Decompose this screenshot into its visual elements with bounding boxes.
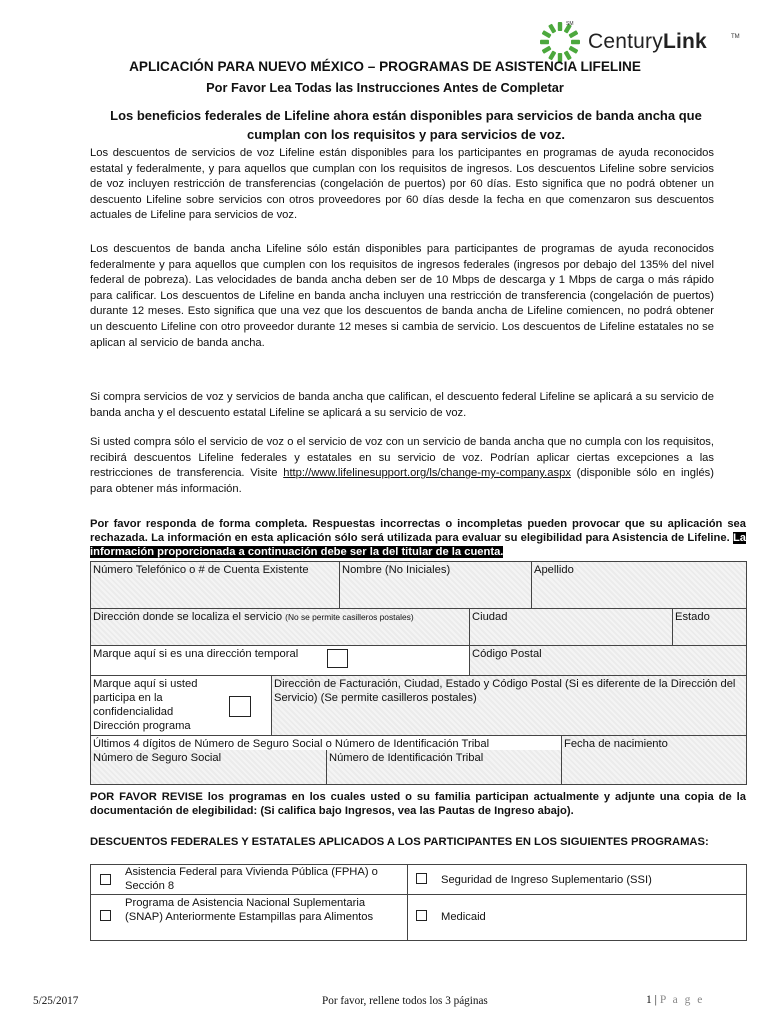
brand-name: CenturyLink	[588, 30, 707, 53]
lifeline-support-link[interactable]: http://www.lifelinesupport.org/ls/change-my-company.aspx	[283, 467, 571, 480]
confidential-address-checkbox[interactable]	[229, 696, 251, 717]
program-medicaid-checkbox[interactable]	[416, 910, 427, 921]
voice-discount-paragraph: Los descuentos de servicios de voz Lifeline están disponibles para los participantes en programas de ayuda reconocidos estatal y federalmente, y para aquellos que cumplan con los requisitos de ingresos. Los descuentos Lifeline sobre servicios de voz incluyen restricción de transferencias (congelación de puertos) por 60 días. Esto significa que no podrá obtener un descuento Lifeline sobre servicios con otros proveedores por 60 días desde la fecha en que comenzaron sus descuentos actuales de Lifeline para servicios de voz.	[90, 147, 714, 222]
state-field[interactable]: Estado	[672, 608, 747, 646]
program-ssi-label: Seguridad de Ingreso Suplementario (SSI)	[441, 874, 652, 886]
first-name-field[interactable]: Nombre (No Iniciales)	[339, 561, 532, 609]
ssn-header: Últimos 4 dígitos de Número de Seguro Social o Número de Identificación Tribal	[90, 735, 562, 751]
voice-only-text: Si usted compra sólo el servicio de voz o el servicio de voz con un servicio de banda ancha que no cumpla con los requisitos, recibirá descuentos Lifeline federales y estatales en su servicio de voz. Podrían aplicar ciertas excepciones a las restricciones de transferencia. Visite	[90, 436, 714, 480]
combined-services-paragraph: Si compra servicios de voz y servicios de banda ancha que califican, el descuento federal Lifeline se aplicará a su servicio de banda ancha y el descuento estatal Lifeline se aplicará a su servicio de voz.	[90, 391, 714, 419]
temp-address-checkbox[interactable]	[327, 649, 348, 668]
program-fpha-checkbox[interactable]	[100, 874, 111, 885]
phone-field[interactable]: Número Telefónico o # de Cuenta Existente	[90, 561, 340, 609]
response-note: Por favor responda de forma completa. Respuestas incorrectas o incompletas pueden provocar que su aplicación sea rechazada. La información en esta aplicación sólo será utilizada para evaluar su elegibilidad para Asistencia de Lifeline. La información proporcionada a continuación debe ser la del titular de la cuenta.	[90, 518, 746, 558]
zip-field[interactable]: Código Postal	[469, 645, 747, 676]
birthdate-field[interactable]: Fecha de nacimiento	[561, 735, 747, 785]
billing-address-field[interactable]: Dirección de Facturación, Ciudad, Estado y Código Postal (Si es diferente de la Dirección del Servicio) (Se permite casilleros postales)	[271, 675, 747, 736]
programs-heading: DESCUENTOS FEDERALES Y ESTATALES APLICADOS A LOS PARTICIPANTES EN LOS SIGUIENTES PROGRAMAS:	[90, 836, 709, 848]
program-snap-label: Programa de Asistencia Nacional Suplementaria (SNAP) Anteriormente Estampillas para Alimentos	[125, 897, 374, 923]
page-number: 1 | P a g e	[646, 994, 705, 1006]
broadband-discount-paragraph: Los descuentos de banda ancha Lifeline sólo están disponibles para participantes de programas de ayuda reconocidos federalmente y para aquellos que cumplen con los requisitos de ingresos federales (ingresos por debajo del 135% del nivel federal de pobreza). Las velocidades de banda ancha deben ser de 10 Mbps de descarga y 1 Mbps de carga o más rápido para calificar. Los descuentos de Lifeline en banda ancha incluyen una restricción de transferencia (congelación de puertos) durante 12 meses. Esto significa que una vez que los descuentos de banda ancha de Lifeline comiencen, no podrá obtener un descuento Lifeline con otro proveedor durante 12 meses si cambia de servicio. Los descuentos de Lifeline estatales no se aplican al servicio de banda ancha.	[90, 243, 714, 349]
benefits-heading: Los beneficios federales de Lifeline ahora están disponibles para servicios de banda ancha que cumplan con los requisitos y para servicios de voz.	[110, 108, 702, 142]
confidential-address-row: Marque aquí si usted participa en la confidencialidad Dirección programa	[90, 675, 272, 736]
page-subtitle: Por Favor Lea Todas las Instrucciones Antes de Completar	[206, 80, 564, 95]
last-name-field[interactable]: Apellido	[531, 561, 747, 609]
city-field[interactable]: Ciudad	[469, 608, 673, 646]
program-snap-checkbox[interactable]	[100, 910, 111, 921]
program-fpha-label: Asistencia Federal para Vivienda Pública (FPHA) o Sección 8	[125, 866, 378, 892]
review-programs-note: POR FAVOR REVISE los programas en los cuales usted o su familia participan actualmente y adjunte una copia de la documentación de elegibilidad: (Si califica bajo Ingresos, vea las Pautas de Ingreso abajo).	[90, 791, 746, 817]
voice-only-paragraph	[90, 435, 714, 497]
ssn-field[interactable]: Número de Seguro Social	[90, 750, 327, 785]
page-title: APLICACIÓN PARA NUEVO MÉXICO – PROGRAMAS DE ASISTENCIA LIFELINE	[129, 59, 641, 74]
service-address-field[interactable]: Dirección donde se localiza el servicio (No se permite casilleros postales)	[90, 608, 470, 646]
account-holder-highlight: La información proporcionada a continuación debe ser la del titular de la cuenta.	[90, 532, 746, 558]
footer-note: Por favor, rellene todos los 3 páginas	[322, 995, 488, 1007]
temp-address-row: Marque aquí si es una dirección temporal	[90, 645, 470, 676]
footer-date: 5/25/2017	[33, 995, 79, 1007]
brand-servicemark: SM	[566, 21, 574, 27]
program-ssi-checkbox[interactable]	[416, 873, 427, 884]
tribal-id-field[interactable]: Número de Identificación Tribal	[326, 750, 562, 785]
brand-trademark: TM	[731, 34, 740, 40]
program-medicaid-label: Medicaid	[441, 911, 486, 923]
voice-only-text-end: (disponible sólo en inglés) para obtener más información.	[90, 467, 714, 495]
